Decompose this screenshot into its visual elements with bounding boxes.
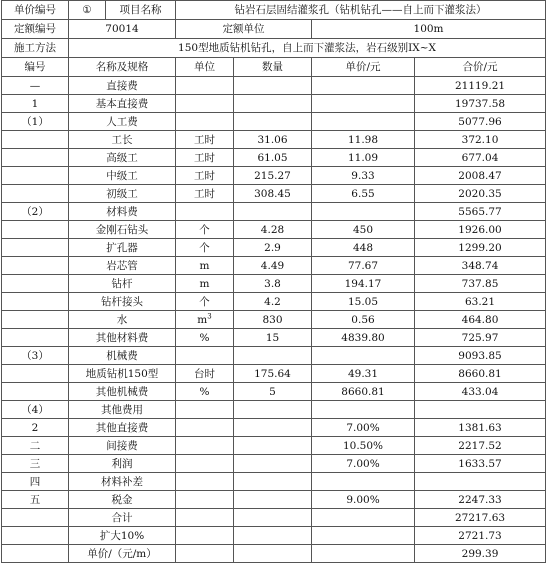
row-name: 人工费	[69, 113, 176, 131]
row-no: （2）	[2, 203, 69, 221]
row-no	[2, 257, 69, 275]
row-qty	[234, 491, 312, 509]
table-row	[2, 95, 546, 113]
row-name: 金刚石钻头	[69, 221, 176, 239]
row-total: 5077.96	[415, 113, 546, 131]
row-total: 677.04	[415, 149, 546, 167]
unit-no-value: ①	[69, 1, 106, 20]
row-qty	[234, 455, 312, 473]
row-price	[312, 203, 415, 221]
row-unit	[176, 473, 234, 491]
row-qty	[234, 419, 312, 437]
row-no	[2, 239, 69, 257]
row-price: 15.05	[312, 293, 415, 311]
row-no	[2, 293, 69, 311]
col-header-name: 名称及规格	[69, 58, 176, 77]
row-name: 钻杆	[69, 275, 176, 293]
row-total: 348.74	[415, 257, 546, 275]
row-qty	[234, 509, 312, 527]
row-no	[2, 167, 69, 185]
row-no	[2, 365, 69, 383]
row-unit-text: m	[197, 313, 208, 326]
row-name: 机械费	[69, 347, 176, 365]
row-qty	[234, 401, 312, 419]
row-unit-text: 工时	[194, 151, 215, 164]
row-total: 433.04	[415, 383, 546, 401]
row-qty: 215.27	[234, 167, 312, 185]
row-price: 11.98	[312, 131, 415, 149]
row-total: 1381.63	[415, 419, 546, 437]
row-price: 49.31	[312, 365, 415, 383]
row-unit	[176, 509, 234, 527]
row-unit	[176, 293, 234, 311]
row-qty	[234, 437, 312, 455]
row-unit-text: m	[199, 277, 210, 290]
row-total: 9093.85	[415, 347, 546, 365]
row-total: 2020.35	[415, 185, 546, 203]
row-price: 448	[312, 239, 415, 257]
row-name: 岩芯管	[69, 257, 176, 275]
table-row	[2, 491, 546, 509]
row-no	[2, 329, 69, 347]
row-unit	[176, 437, 234, 455]
row-unit	[176, 185, 234, 203]
table-row	[2, 527, 546, 545]
table-row	[2, 347, 546, 365]
row-name: 直接费	[69, 77, 176, 95]
row-unit	[176, 545, 234, 563]
row-name: 初级工	[69, 185, 176, 203]
row-qty	[234, 203, 312, 221]
row-unit	[176, 167, 234, 185]
row-qty: 4.49	[234, 257, 312, 275]
row-price	[312, 527, 415, 545]
row-total: 737.85	[415, 275, 546, 293]
row-qty: 175.64	[234, 365, 312, 383]
quota-no-value: 70014	[69, 20, 176, 39]
row-name: 单价/（元/m）	[69, 545, 176, 563]
header-row-2	[2, 20, 546, 39]
table-row	[2, 203, 546, 221]
row-qty	[234, 77, 312, 95]
row-no: —	[2, 77, 69, 95]
table-row	[2, 365, 546, 383]
col-header-price: 单价/元	[312, 58, 415, 77]
row-unit	[176, 347, 234, 365]
row-no: （4）	[2, 401, 69, 419]
table-row	[2, 455, 546, 473]
row-no	[2, 131, 69, 149]
row-qty: 3.8	[234, 275, 312, 293]
row-name: 钻杆接头	[69, 293, 176, 311]
row-total: 2721.73	[415, 527, 546, 545]
row-total: 2217.52	[415, 437, 546, 455]
row-total: 725.97	[415, 329, 546, 347]
row-qty	[234, 113, 312, 131]
row-price: 10.50%	[312, 437, 415, 455]
row-qty	[234, 347, 312, 365]
row-name: 基本直接费	[69, 95, 176, 113]
quota-unit-label: 定额单位	[176, 20, 312, 39]
row-name: 材料补差	[69, 473, 176, 491]
row-total: 464.80	[415, 311, 546, 329]
project-label: 项目名称	[106, 1, 176, 20]
row-unit	[176, 365, 234, 383]
row-unit-text: 个	[199, 241, 210, 254]
row-unit	[176, 311, 234, 329]
table-row	[2, 545, 546, 563]
row-name: 高级工	[69, 149, 176, 167]
row-name: 扩孔器	[69, 239, 176, 257]
table-row	[2, 401, 546, 419]
row-unit-text: %	[199, 385, 210, 398]
row-qty	[234, 95, 312, 113]
row-name: 扩大10%	[69, 527, 176, 545]
row-price: 7.00%	[312, 419, 415, 437]
row-total: 21119.21	[415, 77, 546, 95]
row-total: 372.10	[415, 131, 546, 149]
row-total: 2247.33	[415, 491, 546, 509]
row-unit-text: 工时	[194, 133, 215, 146]
row-name: 利润	[69, 455, 176, 473]
row-qty: 2.9	[234, 239, 312, 257]
row-total	[415, 401, 546, 419]
method-value: 150型地质钻机钻孔，自上而下灌浆法，岩石级别IX~X	[69, 39, 546, 58]
row-price: 4839.80	[312, 329, 415, 347]
row-total: 8660.81	[415, 365, 546, 383]
row-price	[312, 77, 415, 95]
row-unit	[176, 401, 234, 419]
row-unit	[176, 77, 234, 95]
row-unit-text: m	[199, 259, 210, 272]
row-price	[312, 401, 415, 419]
row-no: 五	[2, 491, 69, 509]
row-name: 地质钻机150型	[69, 365, 176, 383]
row-unit-text: 工时	[194, 169, 215, 182]
project-value: 钻岩石层固结灌浆孔（钻机钻孔——自上而下灌浆法）	[176, 1, 546, 20]
table-row	[2, 113, 546, 131]
row-qty: 4.28	[234, 221, 312, 239]
row-no: 1	[2, 95, 69, 113]
row-qty: 61.05	[234, 149, 312, 167]
row-price: 8660.81	[312, 383, 415, 401]
row-unit	[176, 257, 234, 275]
table-row	[2, 167, 546, 185]
table-row	[2, 473, 546, 491]
row-price: 450	[312, 221, 415, 239]
row-price	[312, 95, 415, 113]
row-no: 二	[2, 437, 69, 455]
row-unit	[176, 383, 234, 401]
row-no	[2, 221, 69, 239]
row-price	[312, 113, 415, 131]
unit-price-table	[1, 0, 546, 563]
row-no	[2, 275, 69, 293]
row-no	[2, 509, 69, 527]
row-name: 水	[69, 311, 176, 329]
row-unit	[176, 113, 234, 131]
row-unit	[176, 149, 234, 167]
row-total: 5565.77	[415, 203, 546, 221]
row-name: 工长	[69, 131, 176, 149]
table-row	[2, 77, 546, 95]
row-unit	[176, 329, 234, 347]
unit-no-label: 单价编号	[2, 1, 69, 20]
row-unit-text: 个	[199, 223, 210, 236]
row-name: 合计	[69, 509, 176, 527]
row-unit-text: 工时	[194, 187, 215, 200]
row-name: 其他直接费	[69, 419, 176, 437]
row-qty	[234, 473, 312, 491]
quota-unit-value: 100m	[312, 20, 546, 39]
col-header-unit: 单位	[176, 58, 234, 77]
row-qty: 31.06	[234, 131, 312, 149]
table-row	[2, 149, 546, 167]
row-total: 19737.58	[415, 95, 546, 113]
row-qty: 15	[234, 329, 312, 347]
row-no	[2, 527, 69, 545]
row-total: 63.21	[415, 293, 546, 311]
table-row	[2, 437, 546, 455]
row-unit	[176, 527, 234, 545]
row-price	[312, 347, 415, 365]
row-no: （3）	[2, 347, 69, 365]
row-name: 税金	[69, 491, 176, 509]
table-row	[2, 329, 546, 347]
row-price: 11.09	[312, 149, 415, 167]
row-name: 其他费用	[69, 401, 176, 419]
row-name: 其他机械费	[69, 383, 176, 401]
row-qty	[234, 545, 312, 563]
row-unit	[176, 275, 234, 293]
table-row	[2, 311, 546, 329]
row-total	[415, 473, 546, 491]
header-row-3	[2, 39, 546, 58]
row-price	[312, 545, 415, 563]
row-price: 9.33	[312, 167, 415, 185]
table-row	[2, 239, 546, 257]
row-unit-superscript: 3	[207, 312, 212, 320]
row-unit	[176, 419, 234, 437]
row-no: 三	[2, 455, 69, 473]
row-name: 其他材料费	[69, 329, 176, 347]
col-header-total: 合价/元	[415, 58, 546, 77]
row-qty: 830	[234, 311, 312, 329]
row-no: （1）	[2, 113, 69, 131]
table-row	[2, 221, 546, 239]
table-row	[2, 257, 546, 275]
col-header-no: 编号	[2, 58, 69, 77]
row-total: 27217.63	[415, 509, 546, 527]
row-total: 2008.47	[415, 167, 546, 185]
row-unit	[176, 491, 234, 509]
row-no: 2	[2, 419, 69, 437]
row-qty: 5	[234, 383, 312, 401]
row-price: 9.00%	[312, 491, 415, 509]
row-price: 6.55	[312, 185, 415, 203]
row-unit	[176, 95, 234, 113]
row-price: 77.67	[312, 257, 415, 275]
row-no	[2, 149, 69, 167]
row-unit-text: %	[199, 331, 210, 344]
row-price: 0.56	[312, 311, 415, 329]
row-unit-text: 台时	[194, 367, 215, 380]
row-total: 1299.20	[415, 239, 546, 257]
table-row	[2, 275, 546, 293]
col-header-qty: 数量	[234, 58, 312, 77]
row-unit	[176, 203, 234, 221]
table-body	[2, 77, 546, 563]
row-unit	[176, 455, 234, 473]
row-no	[2, 311, 69, 329]
row-unit	[176, 239, 234, 257]
row-unit-text: 个	[199, 295, 210, 308]
row-price: 194.17	[312, 275, 415, 293]
row-qty: 308.45	[234, 185, 312, 203]
row-no: 四	[2, 473, 69, 491]
quota-no-label: 定额编号	[2, 20, 69, 39]
row-unit	[176, 131, 234, 149]
row-qty: 4.2	[234, 293, 312, 311]
row-no	[2, 545, 69, 563]
method-label: 施工方法	[2, 39, 69, 58]
column-header-row	[2, 58, 546, 77]
table-row	[2, 419, 546, 437]
table-row	[2, 131, 546, 149]
row-total: 1633.57	[415, 455, 546, 473]
row-name: 间接费	[69, 437, 176, 455]
table-row	[2, 185, 546, 203]
row-qty	[234, 527, 312, 545]
row-price	[312, 473, 415, 491]
row-no	[2, 383, 69, 401]
row-name: 中级工	[69, 167, 176, 185]
table-row	[2, 509, 546, 527]
row-no	[2, 185, 69, 203]
row-total: 299.39	[415, 545, 546, 563]
table-row	[2, 293, 546, 311]
row-price: 7.00%	[312, 455, 415, 473]
table-row	[2, 383, 546, 401]
row-price	[312, 509, 415, 527]
row-name: 材料费	[69, 203, 176, 221]
row-total: 1926.00	[415, 221, 546, 239]
header-row-1	[2, 1, 546, 20]
row-unit	[176, 221, 234, 239]
